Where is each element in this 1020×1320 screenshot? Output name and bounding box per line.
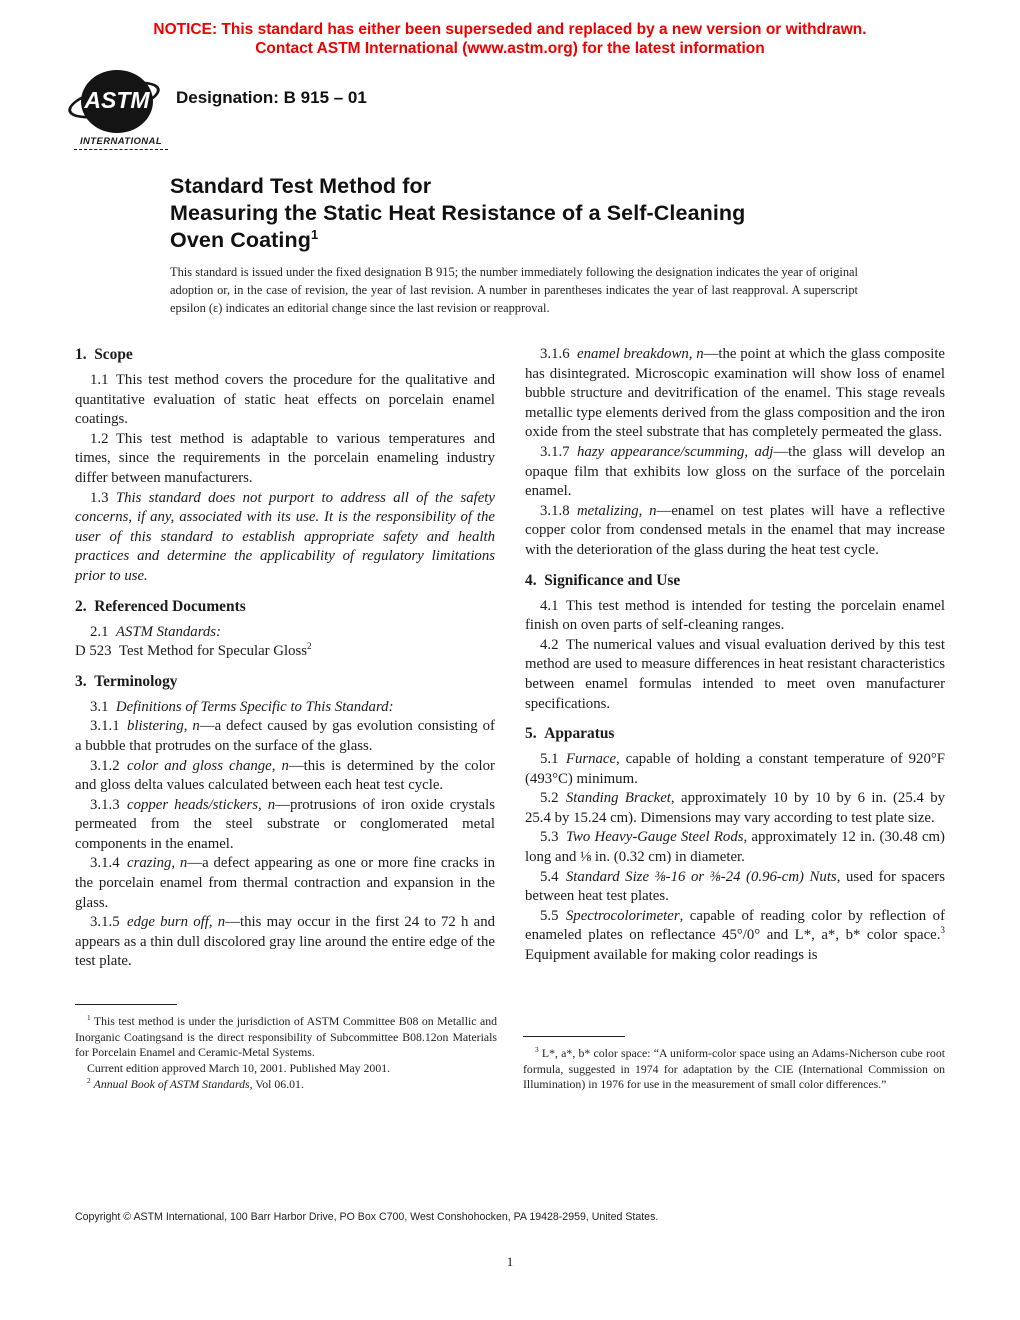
footnote-rule bbox=[523, 1036, 625, 1037]
title-line-1: Standard Test Method for bbox=[170, 174, 432, 198]
footnote-3: $^3$ L*, a*, b* color space: “A uniform-color space using an Adams-Nicherson cube root formula, suggested in 1974 for adaptation by the CIE (International Commission on Illumination) in 1976 for use in the measurement of small color differences.” bbox=[523, 1045, 945, 1092]
page-number: 1 bbox=[506, 1255, 514, 1269]
section-heading: 4. Significance and Use bbox=[525, 571, 681, 589]
para-5-2: 5.2 Standing Bracket, approximately 10 by 10 by 6 in. (25.4 by 25.4 by 15.24 cm). Dimensions may vary according to test plate size. bbox=[525, 790, 945, 826]
right-column bbox=[525, 345, 945, 966]
para-4-1: 4.1 This test method is intended for testing the porcelain enamel finish on oven parts of self-cleaning ranges. bbox=[525, 597, 945, 634]
right-footnotes bbox=[523, 1036, 945, 1093]
title-line-2: Measuring the Static Heat Resistance of a Self-Cleaning bbox=[170, 201, 746, 225]
astm-acronym: ASTM bbox=[84, 87, 150, 113]
issued-under-note: This standard is issued under the fixed designation B 915; the number immediately following the designation indicates the year of original adoption or, in the case of revision, the year of last revision. A number in parentheses indicates the year of last reapproval. A superscript epsilon (ε) indicates an editorial change since the last revision or reapproval. bbox=[170, 265, 858, 315]
section-heading: 2. Referenced Documents bbox=[75, 597, 246, 615]
para-3-1-2: 3.1.2 color and gloss change, n—this is determined by the color and gloss delta values calculated between each heat test cycle. bbox=[75, 757, 495, 794]
para-3-1-6: 3.1.6 enamel breakdown, n—the point at which the glass composite has disintegrated. Microscopic examination will show loss of enamel bubble structure and devitrification of the enamel. This stage reveals metallic type elements derived from the glass composition and the iron oxide from the steel substrate that has completely permeated the glass. bbox=[525, 346, 945, 441]
para-2-1: 2.1 ASTM Standards: bbox=[90, 623, 221, 640]
title-line-3-text: Oven Coating bbox=[170, 228, 311, 252]
para-3-1-8: 3.1.8 metalizing, n—enamel on test plates will have a reflective copper color from condensed metals in the enamel that may increase with the deterioration of the glass during the heat test cycle. bbox=[525, 502, 945, 558]
section-heading: 3. Terminology bbox=[75, 672, 178, 690]
left-column bbox=[75, 345, 495, 972]
footnote-edition: Current edition approved March 10, 2001. Published May 2001. bbox=[87, 1061, 391, 1076]
para-3-1-3: 3.1.3 copper heads/stickers, n—protrusions of iron oxide crystals permeated from the steel substrate or conglomerated metal components in the enamel. bbox=[75, 796, 495, 852]
para-5-4: 5.4 Standard Size ⅜-16 or ⅜-24 (0.96-cm) Nuts, used for spacers between heat test plates. bbox=[525, 868, 945, 905]
para-1-1: 1.1 This test method covers the procedure for the qualitative and quantitative evaluation of static heat effects on porcelain enamel coatings. bbox=[75, 372, 495, 428]
footnote-rule bbox=[75, 1004, 177, 1005]
para-5-5: 5.5 Spectrocolorimeter, capable of reading color by reflection of enameled plates on reflectance 45°/0° and L*, a*, b* color space.$^3$ Equipment available for making color readings is bbox=[525, 907, 945, 964]
title-line-3 bbox=[170, 227, 745, 254]
footnote-2: $^2$ Annual Book of ASTM Standards, Vol 06.01. bbox=[87, 1075, 304, 1091]
para-3-1-1: 3.1.1 blistering, n—a defect caused by gas evolution consisting of a bubble that protrudes on the surface of the glass. bbox=[75, 718, 495, 754]
para-1-2: 1.2 This test method is adaptable to various temperatures and times, since the requirements in the porcelain enameling industry differ between manufacturers. bbox=[75, 430, 495, 486]
para-3-1: 3.1 Definitions of Terms Specific to This Standard: bbox=[90, 698, 394, 715]
notice-line-2: Contact ASTM International (www.astm.org) for the latest information bbox=[255, 39, 765, 57]
para-5-1: 5.1 Furnace, capable of holding a constant temperature of 920°F (493°C) minimum. bbox=[525, 751, 945, 787]
astm-globe-icon bbox=[81, 70, 153, 133]
designation-label: Designation: B 915 – 01 bbox=[176, 88, 367, 107]
para-d523: D 523 Test Method for Specular Gloss$^2$ bbox=[75, 641, 312, 660]
supersession-notice bbox=[0, 21, 1020, 58]
left-footnotes bbox=[75, 1004, 497, 1093]
para-3-1-5: 3.1.5 edge burn off, n—this may occur in the first 24 to 72 h and appears as a thin dull discolored gray line around the entire edge of the test plate. bbox=[75, 914, 495, 970]
para-1-3: 1.3 This standard does not purport to address all of the safety concerns, if any, associated with its use. It is the responsibility of the user of this standard to establish appropriate safety and health practices and determine the applicability of regulatory limitations prior to use. bbox=[75, 489, 495, 584]
para-3-1-7: 3.1.7 hazy appearance/scumming, adj—the glass will develop an opaque film that exhibits low gloss on the surface of the porcelain enamel. bbox=[525, 443, 945, 500]
document-title bbox=[170, 173, 745, 254]
section-heading: 5. Apparatus bbox=[525, 725, 615, 743]
para-4-2: 4.2 The numerical values and visual evaluation derived by this test method are used to measure differences in heat resistant characteristics between enamel formulas intended to meet oven manufacturer specifications. bbox=[525, 636, 945, 712]
copyright-line: Copyright © ASTM International, 100 Barr Harbor Drive, PO Box C700, West Conshohocken, PA 19428-2959, United States. bbox=[75, 1211, 659, 1223]
astm-international-label: INTERNATIONAL bbox=[74, 136, 168, 150]
notice-line-1: NOTICE: This standard has either been superseded and replaced by a new version or withdrawn. bbox=[153, 21, 867, 38]
para-5-3: 5.3 Two Heavy-Gauge Steel Rods, approximately 12 in. (30.48 cm) long and ⅛ in. (0.32 cm) in diameter. bbox=[525, 829, 945, 866]
footnote-1: $^1$ This test method is under the jurisdiction of ASTM Committee B08 on Metallic and Inorganic Coatingsand is the direct responsibility of Subcommittee B08.12on Materials for Porcelain Enamel and Ceramic-Metal Systems. bbox=[75, 1013, 497, 1060]
para-3-1-4: 3.1.4 crazing, n—a defect appearing as one or more fine cracks in the porcelain enamel from thermal contraction and expansion in the glass. bbox=[75, 855, 495, 911]
title-footnote-ref: 1 bbox=[310, 226, 319, 242]
section-heading: 1. Scope bbox=[75, 346, 133, 363]
astm-logo bbox=[74, 70, 174, 150]
